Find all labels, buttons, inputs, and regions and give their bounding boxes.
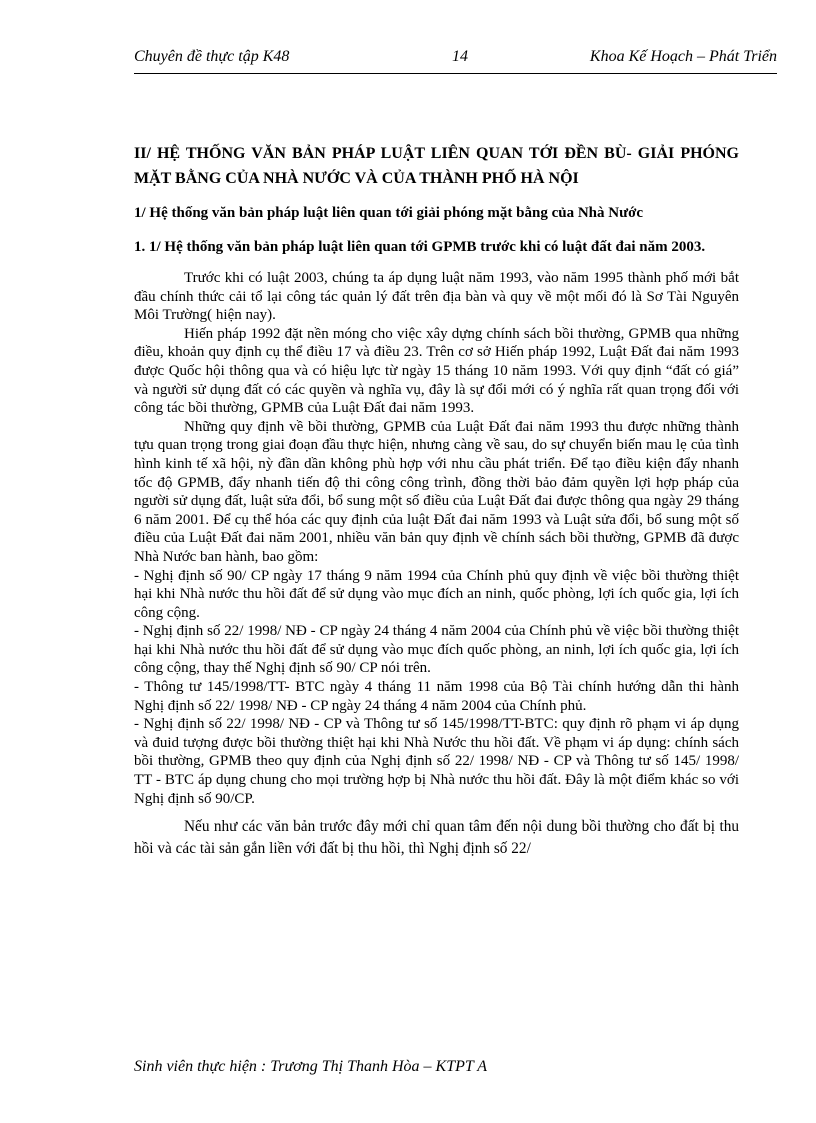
header-course-label: Chuyên đề thực tập K48 xyxy=(134,48,290,65)
paragraph: Trước khi có luật 2003, chúng ta áp dụng luật năm 1993, vào năm 1995 thành phố mới bắt đầu chính thức cải tổ lại công tác quản lý đất trên địa bàn và quy về một mối đó là Sơ Tài Nguyên Môi Trường( hiện nay). xyxy=(134,270,739,324)
paragraph: Nếu như các văn bản trước đây mới chỉ quan tâm đến nội dung bồi thường cho đất bị thu hồi và các tài sản gắn liền với đất bị thu hồi, thì Nghị định số 22/ xyxy=(134,818,739,857)
header-divider xyxy=(134,73,777,74)
list-item: - Nghị định số 90/ CP ngày 17 tháng 9 năm 1994 của Chính phủ quy định về việc bồi thường thiệt hại khi Nhà nước thu hồi đất để sử dụng vào mục đích an ninh, quốc phòng, lợi ích quốc gia, lợi ích công cộng. xyxy=(134,567,739,621)
subsubsection-title: 1. 1/ Hệ thống văn bản pháp luật liên quan tới GPMB trước khi có luật đất đai năm 2003. xyxy=(134,239,706,255)
page-header xyxy=(134,48,777,70)
header-page-number: 14 xyxy=(452,48,468,65)
paragraph: Hiến pháp 1992 đặt nền móng cho việc xây dựng chính sách bồi thường, GPMB qua những điều, khoản quy định cụ thể điều 17 và điều 23. Trên cơ sở Hiến pháp 1992, Luật Đất đai năm 1993 được Quốc hội thông qua và có hiệu lực từ ngày 15 tháng 10 năm 1993. Với quy định “đất có giá” và người sử dụng đất có các quyền và nghĩa vụ, đây là sự đổi mới có ý nghĩa rất quan trọng đối với công tác bồi thường, GPMB của Luật Đất đai năm 1993. xyxy=(134,325,739,417)
list-item: - Thông tư 145/1998/TT- BTC ngày 4 tháng 11 năm 1998 của Bộ Tài chính hướng dẫn thi hành Nghị định số 22/ 1998/ NĐ - CP ngày 24 tháng 4 năm 2004 của Chính phủ. xyxy=(134,679,739,714)
header-faculty-label: Khoa Kế Hoạch – Phát Triển xyxy=(589,48,777,65)
page-footer: Sinh viên thực hiện : Trương Thị Thanh Hòa – KTPT A xyxy=(134,1058,487,1075)
list-item: - Nghị định số 22/ 1998/ NĐ - CP ngày 24 tháng 4 năm 2004 của Chính phủ về việc bồi thường thiệt hại khi Nhà nước thu hồi đất để sử dụng vào mục đích quốc phòng, an ninh, lợi ích quốc gia, lợi ích công cộng, thay thế Nghị định số 90/ CP nói trên. xyxy=(134,623,739,677)
paragraph: Những quy định về bồi thường, GPMB của Luật Đất đai năm 1993 thu được những thành tựu quan trọng trong giai đoạn đầu thực hiện, nhưng càng về sau, do sự chuyển biến mau lẹ của tình hình kinh tế xã hội, nỳ đần dần không phù hợp với nhu cầu phát triển. Để tạo điều kiện đẩy nhanh tốc độ GPMB, đẩy nhanh tiến độ thi công công trình, đồng thời bảo đảm quyền lợi hợp pháp của người sử dụng đất, luật sửa đổi, bổ sung một số điều của Luật Đất đai được thông qua ngày 29 tháng 6 năm 2001. Để cụ thể hóa các quy định của luật Đất đai năm 1993 và Luật sửa đổi, bổ sung một số điều của Luật Đất đai năm 2001, nhiều văn bản quy định về chính sách bồi thường, GPMB đã được Nhà Nước ban hành, bao gồm: xyxy=(134,418,739,565)
subsection-title: 1/ Hệ thống văn bản pháp luật liên quan tới giải phóng mặt bằng của Nhà Nước xyxy=(134,205,644,221)
paragraphs xyxy=(134,269,739,859)
section-title: II/ HỆ THỐNG VĂN BẢN PHÁP LUẬT LIÊN QUAN TỚI ĐỀN BÙ- GIẢI PHÓNG MẶT BẰNG CỦA NHÀ NƯỚC VÀ CỦA THÀNH PHỐ HÀ NỘI xyxy=(134,145,739,187)
document-body xyxy=(134,141,739,859)
list-item: - Nghị định số 22/ 1998/ NĐ - CP và Thông tư số 145/1998/TT-BTC: quy định rõ phạm vi áp dụng và đuid tượng được bồi thường thiệt hại khi Nhà Nước thu hồi đất. Về phạm vi áp dụng: chính sách bồi thường, GPMB theo quy định của Nghị định số 22/ 1998/ NĐ - CP và Thông tư số 145/ 1998/ TT - BTC áp dụng chung cho mọi trường hợp bị Nhà nước thu hồi đất. Đây là một điểm khác so với Nghị định số 90/CP. xyxy=(134,716,739,807)
